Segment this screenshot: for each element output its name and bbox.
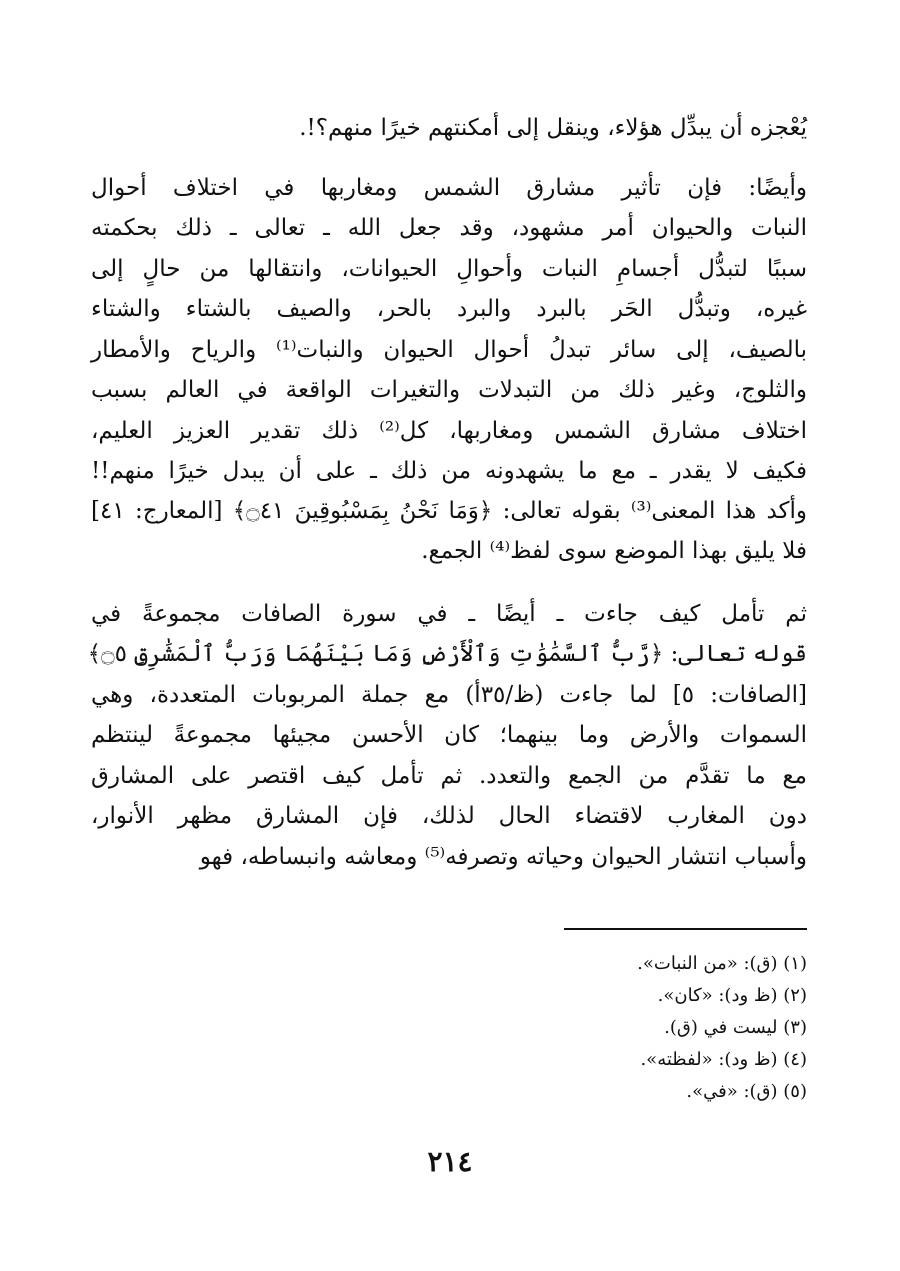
text-line: وأكد هذا المعنى⁽³⁾ بقوله تعالى: ﴿وَمَا نَحْنُ بِمَسْبُوقِينَ ۝٤١﴾ [المعارج: ٤١]	[91, 498, 807, 524]
footnote: (٤) (ظ ود): «لفظته».	[640, 1049, 807, 1070]
footnote: (١) (ق): «من النبات».	[637, 953, 807, 974]
text-line: يُعْجزه أن يبدِّل هؤلاء، وينقل إلى أمكنتهم خيرًا منهم؟!.	[299, 115, 807, 141]
text-line: بالصيف، إلى سائر تبدلُ أحوال الحيوان والنبات⁽¹⁾ والرياح والأمطار	[91, 337, 808, 363]
text-line: مع ما تقدَّم من الجمع والتعدد. ثم تأمل كيف اقتصر على المشارق	[91, 763, 807, 789]
text-line: [الصافات: ٥] لما جاءت (ظ/٣٥أ) مع جملة المربوبات المتعددة، وهي	[91, 682, 807, 708]
text-line: وأسباب انتشار الحيوان وحياته وتصرفه⁽⁵⁾ ومعاشه وانبساطه، فهو	[199, 844, 807, 870]
footnote-separator	[564, 928, 807, 930]
text-line: والثلوج، وغير ذلك من التبدلات والتغيرات الواقعة في العالم بسبب	[91, 377, 807, 403]
page-number: ٢١٤	[427, 1145, 473, 1178]
text-line: غيره، وتبدُّل الحَر بالبرد والبرد بالحر، والصيف بالشتاء والشتاء	[91, 296, 807, 322]
text-line: وأيضًا: فإن تأثير مشارق الشمس ومغاربها في اختلاف أحوال	[91, 175, 807, 201]
text-line: السموات والأرض وما بينهما؛ كان الأحسن مجيئها مجموعةً لينتظم	[91, 722, 807, 748]
text-line: ثم تأمل كيف جاءت ـ أيضًا ـ في سورة الصافات مجموعةً في	[91, 601, 807, 627]
footnote: (٥) (ق): «في».	[686, 1081, 807, 1102]
text-line: النبات والحيوان أمر مشهود، وقد جعل الله ـ تعالى ـ ذلك بحكمته	[91, 215, 807, 241]
text-line: سببًا لتبدُّل أجسامِ النبات وأحوالِ الحيوانات، وانتقالها من حالٍ إلى	[91, 256, 807, 282]
footnote: (٢) (ظ ود): «كان».	[657, 985, 807, 1006]
text-line: فكيف لا يقدر ـ مع ما يشهدونه من ذلك ـ على أن يبدل خيرًا منهم!!	[91, 458, 807, 484]
text-line: اختلاف مشارق الشمس ومغاربها، كل⁽²⁾ ذلك تقدير العزيز العليم،	[91, 418, 807, 444]
text-line: قوله تعالى: ﴿رَّبُّ ٱلسَّمَٰوَٰتِ وَٱلْأَرْضِ وَمَا بَيْنَهُمَا وَرَبُّ ٱلْمَشَٰرِقِ ۝٥﴾	[87, 641, 807, 667]
text-line: فلا يليق بهذا الموضع سوى لفظ⁽⁴⁾ الجمع.	[421, 538, 807, 564]
text-line: دون المغارب لاقتضاء الحال لذلك، فإن المشارق مظهر الأنوار،	[91, 803, 807, 829]
footnote: (٣) ليست في (ق).	[664, 1017, 807, 1038]
